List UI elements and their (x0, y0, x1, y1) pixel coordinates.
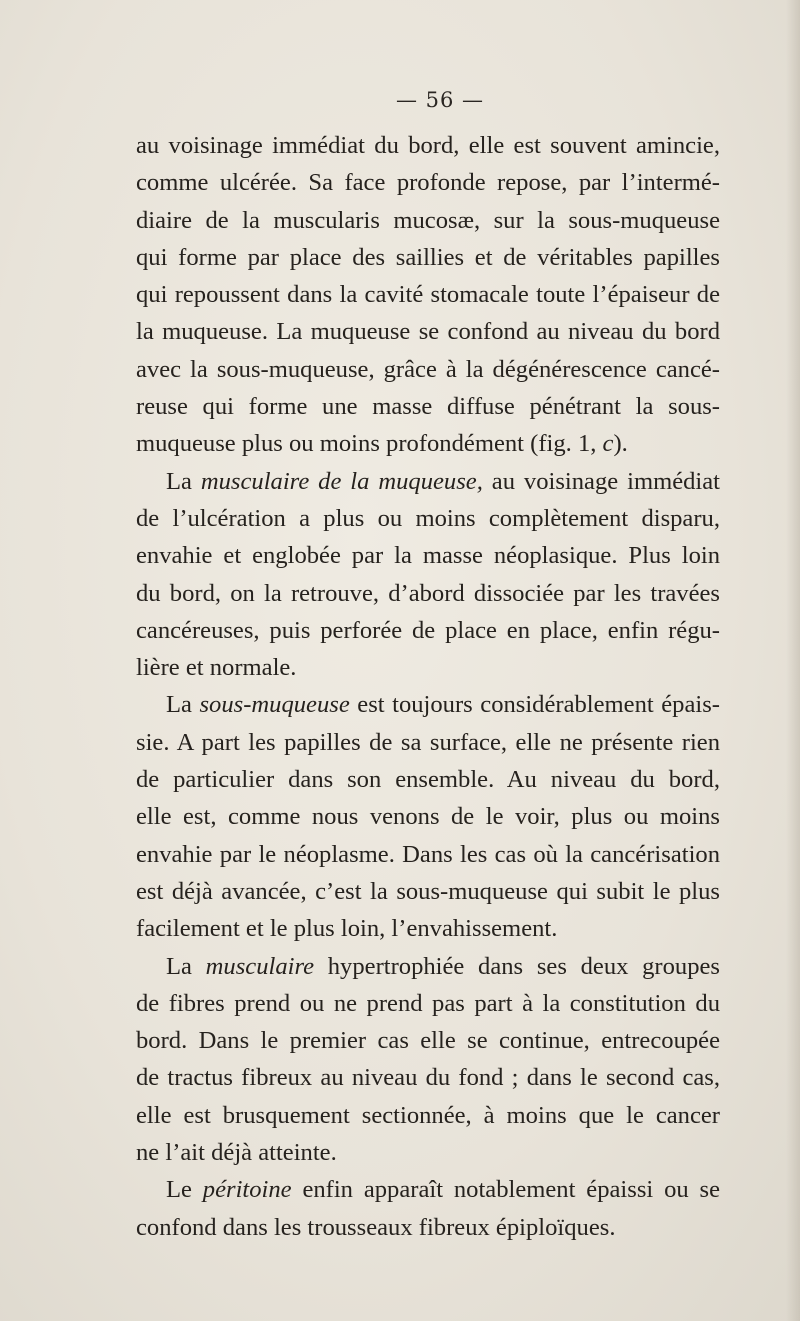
text-line (136, 425, 720, 462)
text-line (136, 948, 720, 985)
text-line (136, 1209, 720, 1246)
paragraph (136, 948, 720, 1172)
italic-term: musculaire de la muqueuse, (200, 467, 483, 495)
text-line (136, 1134, 720, 1171)
body-text (136, 127, 720, 1246)
text-line (136, 686, 720, 723)
text-segment: de particulier dans son ensemble. Au niveau du bord, (136, 766, 720, 794)
text-segment: 1 (577, 430, 591, 458)
text-segment: La (166, 952, 206, 980)
text-segment: elle est brusquement sectionnée, à moins que le cancer (136, 1101, 720, 1129)
text-segment: diaire de la muscularis mucosæ, sur la sous-muqueuse (136, 206, 720, 234)
text-line (136, 836, 720, 873)
text-line (136, 649, 720, 686)
text-segment: de l’ulcération a plus ou moins complètement disparu, (136, 504, 720, 532)
text-line (136, 575, 720, 612)
text-segment: au voisinage immédiat du bord, elle est souvent amincie, (136, 132, 720, 159)
paragraph (136, 686, 720, 947)
text-segment: Le (166, 1176, 203, 1204)
text-segment: la muqueuse. La muqueuse se confond au niveau du bord (136, 318, 720, 346)
text-segment: qui forme par place des saillies et de véritables papilles (136, 243, 720, 271)
paragraph (136, 1171, 720, 1246)
text-line (136, 463, 720, 500)
text-segment: , (590, 430, 603, 458)
text-segment: envahie et englobée par la masse néoplasique. Plus loin (136, 542, 720, 570)
text-line (136, 500, 720, 537)
text-segment: La (166, 691, 200, 719)
text-segment: envahie par le néoplasme. Dans les cas où la cancérisation (136, 840, 720, 868)
paragraph (136, 127, 720, 463)
paragraph (136, 463, 720, 687)
text-line (136, 239, 720, 276)
text-line (136, 873, 720, 910)
text-line (136, 313, 720, 350)
text-segment: enfin apparaît notablement épaissi ou se (291, 1176, 720, 1204)
text-segment: de fibres prend ou ne prend pas part à la constitution du (136, 989, 720, 1017)
text-segment: ne l’ait déjà atteinte. (136, 1139, 337, 1167)
text-segment: avec la sous-muqueuse, grâce à la dégénérescence cancé- (136, 355, 720, 383)
text-line (136, 1097, 720, 1134)
text-segment: reuse qui forme une masse diffuse pénétrant la sous- (136, 393, 720, 421)
text-segment: lière et normale. (136, 654, 297, 682)
text-segment: est déjà avancée, c’est la sous-muqueuse qui subit le plus (136, 877, 720, 905)
text-segment: au voisinage immédiat (482, 467, 720, 495)
text-segment: hypertrophiée dans ses deux groupes (314, 952, 720, 980)
text-segment: du bord, on la retrouve, d’abord dissociée par les travées (136, 579, 720, 607)
text-line (136, 612, 720, 649)
text-line (136, 724, 720, 761)
text-segment: comme ulcérée. Sa face profonde repose, par l’intermé- (136, 169, 720, 197)
text-line (136, 202, 720, 239)
text-segment: de tractus fibreux au niveau du fond ; dans le second cas, (136, 1064, 720, 1092)
page-number: — 56 — (395, 88, 485, 112)
text-segment: confond dans les trousseaux fibreux épiploïques. (136, 1213, 616, 1241)
text-line (136, 910, 720, 947)
text-segment: cancéreuses, puis perforée de place en place, enfin régu- (136, 616, 720, 644)
text-segment: facilement et le plus loin, l’envahissement. (136, 915, 558, 943)
text-line (136, 985, 720, 1022)
text-segment: elle est, comme nous venons de le voir, plus ou moins (136, 803, 720, 831)
text-segment: ). (613, 430, 628, 458)
italic-term: c (602, 430, 614, 458)
text-segment: muqueuse plus ou moins profondément (fig. (136, 430, 578, 458)
text-line (136, 127, 720, 164)
text-line (136, 1022, 720, 1059)
text-line (136, 351, 720, 388)
text-line (136, 761, 720, 798)
italic-term: musculaire (205, 952, 315, 980)
text-line (136, 1171, 720, 1208)
text-line (136, 798, 720, 835)
text-segment: sie. A part les papilles de sa surface, elle ne présente rien (136, 728, 720, 756)
italic-term: sous-muqueuse (199, 691, 350, 719)
page-edge-shadow (786, 0, 800, 1321)
italic-term: péritoine (202, 1176, 292, 1204)
text-segment: qui repoussent dans la cavité stomacale toute l’épaiseur de (136, 281, 720, 309)
text-segment: La (166, 467, 201, 495)
text-line (136, 164, 720, 201)
text-line (136, 388, 720, 425)
text-segment: est toujours considérablement épais- (349, 691, 720, 719)
text-line (136, 276, 720, 313)
text-line (136, 1059, 720, 1096)
text-line (136, 537, 720, 574)
text-segment: bord. Dans le premier cas elle se continue, entrecoupée (136, 1027, 720, 1055)
